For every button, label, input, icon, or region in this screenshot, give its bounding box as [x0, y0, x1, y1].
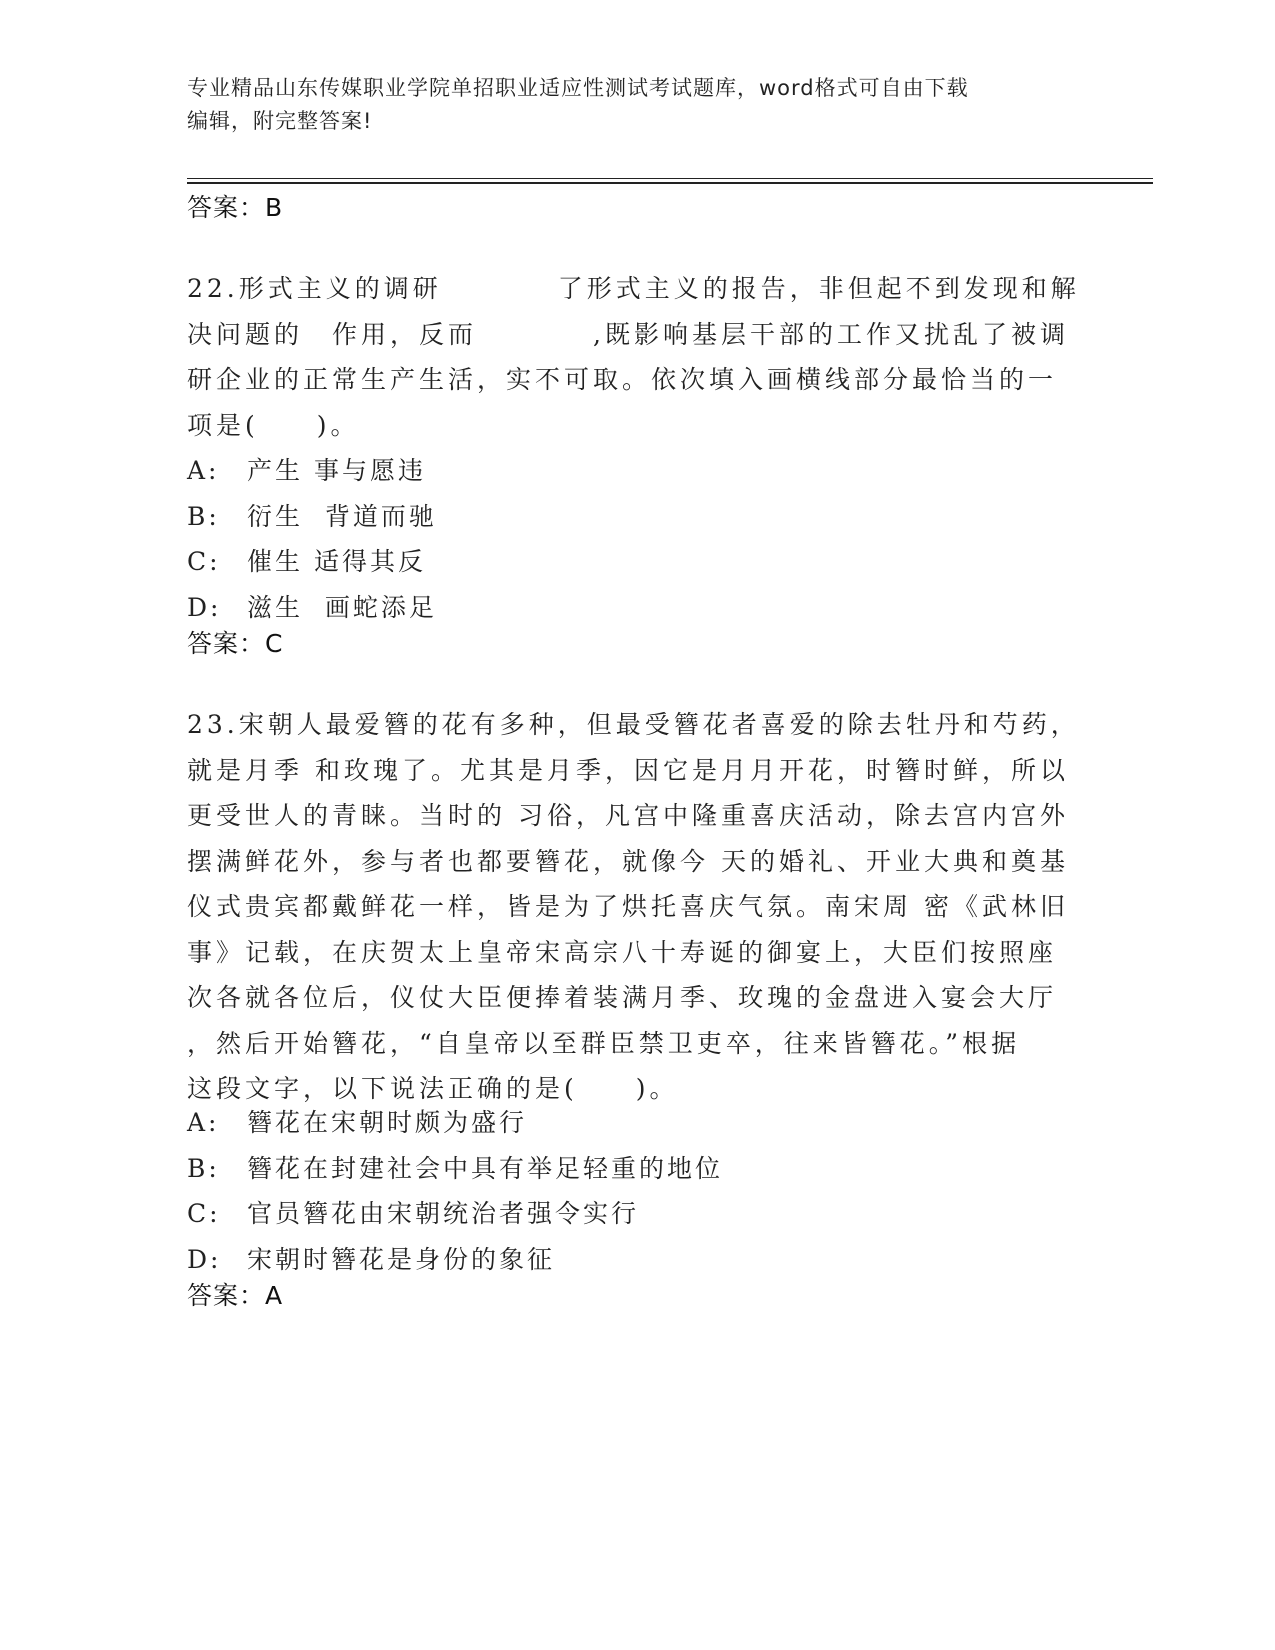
option-b — [187, 1146, 1087, 1192]
question-23-answer: 答案：A — [187, 1281, 284, 1310]
option-text: 产生 事与愿违 — [247, 456, 426, 485]
option-letter: A: — [187, 1108, 220, 1137]
question-line: 摆满鲜花外，参与者也都要簪花，就像今 天的婚礼、开业大典和奠基 — [187, 846, 1069, 876]
question-line: 这段文字，以下说法正确的是( )。 — [187, 1074, 679, 1103]
option-text: 催生 适得其反 — [247, 547, 426, 576]
option-a — [187, 1100, 1087, 1146]
option-c — [187, 539, 1087, 585]
option-text: 衍生 背道而驰 — [247, 501, 437, 531]
prev-answer: 答案：B — [187, 193, 284, 222]
option-d — [187, 585, 1087, 631]
option-letter: A: — [187, 456, 220, 485]
question-23-options — [187, 1100, 1087, 1282]
question-line: 22.形式主义的调研 了形式主义的报告，非但起不到发现和解 — [187, 274, 1080, 303]
option-text: 宋朝时簪花是身份的象征 — [247, 1244, 556, 1274]
option-letter: D: — [187, 592, 222, 622]
question-line: 23.宋朝人最爱簪的花有多种，但最受簪花者喜爱的除去牡丹和芍药， — [187, 710, 1080, 739]
question-line: 仪式贵宾都戴鲜花一样，皆是为了烘托喜庆气氛。南宋周 密《武林旧 — [187, 892, 1069, 921]
question-22 — [187, 266, 1087, 448]
option-letter: C: — [187, 547, 221, 576]
header-divider-thick — [187, 182, 1153, 184]
option-letter: D: — [187, 1244, 222, 1274]
option-text: 滋生 画蛇添足 — [247, 592, 437, 622]
question-line: 就是月季 和玫瑰了。尤其是月季，因它是月月开花，时簪时鲜，所以 — [187, 755, 1069, 785]
question-line: 项是( )。 — [187, 410, 360, 440]
question-22-answer: 答案：C — [187, 629, 284, 658]
option-text: 簪花在宋朝时颇为盛行 — [247, 1108, 528, 1137]
header-line-1: 专业精品山东传媒职业学院单招职业适应性测试考试题库，word格式可自由下载 — [187, 76, 969, 100]
question-line: 研企业的正常生产生活，实不可取。依次填入画横线部分最恰当的一 — [187, 365, 1058, 394]
option-letter: B: — [187, 1153, 220, 1183]
option-a — [187, 448, 1087, 494]
question-line: 决问题的 作用，反而 ,既影响基层干部的工作又扰乱了被调 — [187, 319, 1069, 349]
option-c — [187, 1191, 1087, 1237]
question-22-options — [187, 448, 1087, 630]
option-text: 簪花在封建社会中具有举足轻重的地位 — [247, 1153, 724, 1183]
question-line: ，然后开始簪花，“自皇帝以至群臣禁卫吏卒，往来皆簪花。”根据 — [187, 1028, 1021, 1058]
option-letter: B: — [187, 501, 220, 531]
page-header — [187, 72, 1087, 138]
question-line: 次各就各位后，仪仗大臣便捧着装满月季、玫瑰的金盘进入宴会大厅 — [187, 983, 1058, 1012]
header-line-2: 编辑，附完整答案! — [187, 109, 373, 133]
question-line: 事》记载，在庆贺太上皇帝宋高宗八十寿诞的御宴上，大臣们按照座 — [187, 937, 1058, 967]
question-23 — [187, 702, 1087, 1112]
option-text: 官员簪花由宋朝统治者强令实行 — [247, 1199, 640, 1228]
header-divider-thin — [187, 178, 1153, 179]
option-d — [187, 1237, 1087, 1283]
option-b — [187, 494, 1087, 540]
question-line: 更受世人的青睐。当时的 习俗，凡宫中隆重喜庆活动，除去宫内宫外 — [187, 801, 1069, 830]
option-letter: C: — [187, 1199, 221, 1228]
